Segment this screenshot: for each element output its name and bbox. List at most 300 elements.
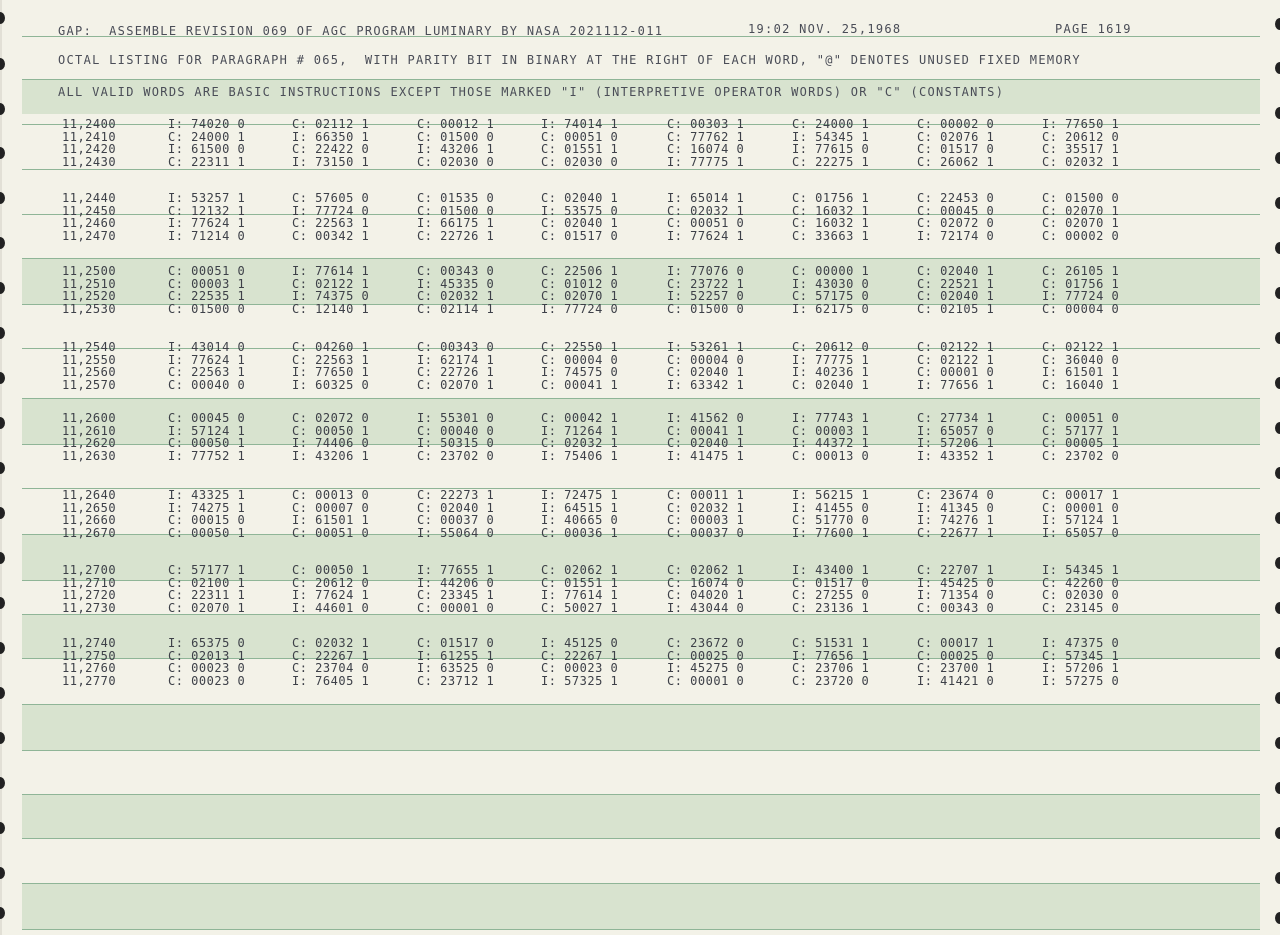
word-cell: I: 47375 0 xyxy=(1042,636,1120,650)
word-cell: I: 77614 1 xyxy=(292,264,370,278)
feed-hole xyxy=(1275,912,1280,924)
listing-row xyxy=(0,513,1240,526)
word-cell: I: 45425 0 xyxy=(917,575,995,590)
word-cell: I: 45335 0 xyxy=(417,276,495,291)
feed-hole xyxy=(0,822,5,834)
listing-row xyxy=(0,411,1240,424)
word-cell: C: 00001 0 xyxy=(917,365,995,380)
feed-hole xyxy=(1275,467,1280,479)
word-cell: C: 00004 0 xyxy=(541,352,619,367)
word-cell: I: 62174 1 xyxy=(417,352,495,367)
word-cell: C: 00023 0 xyxy=(168,661,246,676)
feed-hole xyxy=(0,12,5,24)
word-cell: C: 02040 1 xyxy=(792,377,870,392)
word-cell: C: 01756 1 xyxy=(1042,276,1120,291)
word-cell: I: 77775 1 xyxy=(792,352,870,367)
word-cell: I: 62175 0 xyxy=(792,301,870,316)
word-cell: I: 77614 1 xyxy=(541,588,619,603)
word-cell: C: 00040 0 xyxy=(168,377,246,392)
word-cell: I: 74406 0 xyxy=(292,436,370,451)
word-cell: C: 02100 1 xyxy=(168,575,246,590)
word-cell: C: 26062 1 xyxy=(917,154,995,169)
rule-line xyxy=(22,838,1260,839)
word-cell: C: 16074 0 xyxy=(667,142,745,157)
listing-row xyxy=(0,526,1240,539)
word-cell: C: 22273 1 xyxy=(417,488,495,502)
word-cell: C: 00037 0 xyxy=(417,513,495,528)
rule-line xyxy=(22,704,1260,705)
word-cell: C: 22267 1 xyxy=(292,648,370,663)
listing-row xyxy=(0,130,1240,143)
word-cell: C: 02040 1 xyxy=(541,216,619,231)
word-cell: C: 57605 0 xyxy=(292,191,370,205)
word-cell: C: 24000 1 xyxy=(792,117,870,131)
word-cell: I: 57325 1 xyxy=(541,673,619,688)
word-cell: C: 00045 0 xyxy=(168,411,246,425)
rule-line xyxy=(22,929,1260,930)
word-cell: C: 00050 1 xyxy=(168,436,246,451)
word-cell: I: 50315 0 xyxy=(417,436,495,451)
listing-row xyxy=(0,302,1240,315)
word-cell: I: 74014 1 xyxy=(541,117,619,131)
word-cell: I: 77624 1 xyxy=(168,352,246,367)
feed-hole xyxy=(1275,332,1280,344)
word-cell: I: 77600 1 xyxy=(792,525,870,540)
word-cell: C: 00013 0 xyxy=(792,448,870,463)
feed-hole xyxy=(0,907,5,919)
word-cell: C: 22422 0 xyxy=(292,142,370,157)
word-cell: C: 02040 1 xyxy=(667,436,745,451)
word-cell: C: 01500 0 xyxy=(667,301,745,316)
word-cell: C: 02040 1 xyxy=(417,500,495,515)
word-cell: C: 42260 0 xyxy=(1042,575,1120,590)
word-cell: I: 72174 0 xyxy=(917,228,995,243)
word-cell: C: 02030 0 xyxy=(541,154,619,169)
listing-row xyxy=(0,436,1240,449)
listing-row xyxy=(0,601,1240,614)
listing-row xyxy=(0,563,1240,576)
word-cell: C: 22453 0 xyxy=(917,191,995,205)
feed-hole xyxy=(1275,197,1280,209)
word-cell: C: 23672 0 xyxy=(667,636,745,650)
feed-hole xyxy=(1275,557,1280,569)
feed-hole xyxy=(1275,152,1280,164)
word-cell: C: 16040 1 xyxy=(1042,377,1120,392)
word-cell: C: 23712 1 xyxy=(417,673,495,688)
feed-hole xyxy=(1275,62,1280,74)
listing-row xyxy=(0,204,1240,217)
word-cell: C: 00003 1 xyxy=(168,276,246,291)
word-cell: C: 02032 1 xyxy=(541,436,619,451)
word-cell: C: 00012 1 xyxy=(417,117,495,131)
word-cell: I: 57124 1 xyxy=(168,423,246,438)
feed-hole xyxy=(0,327,5,339)
feed-hole xyxy=(1275,782,1280,794)
word-cell: C: 22535 1 xyxy=(168,289,246,304)
rule-line xyxy=(22,750,1260,751)
word-cell: I: 43044 0 xyxy=(667,600,745,615)
address-cell: 11,2650 xyxy=(62,500,117,515)
feed-hole xyxy=(0,732,5,744)
green-band xyxy=(22,883,1260,929)
listing-row xyxy=(0,649,1240,662)
word-cell: C: 00005 1 xyxy=(1042,436,1120,451)
address-cell: 11,2640 xyxy=(62,488,117,502)
word-cell: C: 22267 1 xyxy=(541,648,619,663)
word-cell: I: 71354 0 xyxy=(917,588,995,603)
feed-hole xyxy=(1275,512,1280,524)
word-cell: C: 57177 1 xyxy=(168,563,246,577)
word-cell: C: 01551 1 xyxy=(541,142,619,157)
word-cell: I: 63525 0 xyxy=(417,661,495,676)
listing-row xyxy=(0,191,1240,204)
feed-hole xyxy=(1275,827,1280,839)
word-cell: C: 02040 1 xyxy=(917,289,995,304)
word-cell: I: 60325 0 xyxy=(292,377,370,392)
word-cell: I: 77076 0 xyxy=(667,264,745,278)
word-cell: C: 57175 0 xyxy=(792,289,870,304)
word-cell: C: 00011 1 xyxy=(667,488,745,502)
word-cell: I: 53257 1 xyxy=(168,191,246,205)
word-cell: C: 33663 1 xyxy=(792,228,870,243)
rule-line xyxy=(22,794,1260,795)
listing-row xyxy=(0,142,1240,155)
word-cell: C: 02070 1 xyxy=(1042,203,1120,218)
word-cell: C: 00051 0 xyxy=(1042,411,1120,425)
word-cell: C: 51531 1 xyxy=(792,636,870,650)
word-cell: C: 02062 1 xyxy=(541,563,619,577)
word-cell: I: 77724 0 xyxy=(541,301,619,316)
feed-hole xyxy=(1275,18,1280,30)
header-title: GAP: ASSEMBLE REVISION 069 OF AGC PROGRAM LUMINARY BY NASA 2021112-011 xyxy=(58,24,664,38)
word-cell: C: 00001 0 xyxy=(417,600,495,615)
word-cell: C: 23345 1 xyxy=(417,588,495,603)
word-cell: C: 12132 1 xyxy=(168,203,246,218)
word-cell: C: 77762 1 xyxy=(667,129,745,144)
word-cell: I: 74375 0 xyxy=(292,289,370,304)
address-cell: 11,2410 xyxy=(62,129,117,144)
word-cell: C: 00343 0 xyxy=(417,340,495,354)
word-cell: C: 02030 0 xyxy=(1042,588,1120,603)
word-cell: I: 53575 0 xyxy=(541,203,619,218)
feed-hole xyxy=(1275,287,1280,299)
word-cell: I: 54345 1 xyxy=(1042,563,1120,577)
word-cell: C: 01551 1 xyxy=(541,575,619,590)
address-cell: 11,2660 xyxy=(62,513,117,528)
word-cell: C: 00037 0 xyxy=(667,525,745,540)
word-cell: C: 57345 1 xyxy=(1042,648,1120,663)
word-cell: C: 23702 0 xyxy=(1042,448,1120,463)
word-cell: I: 55064 0 xyxy=(417,525,495,540)
listing-row xyxy=(0,661,1240,674)
feed-hole xyxy=(1275,422,1280,434)
address-cell: 11,2700 xyxy=(62,563,117,577)
word-cell: I: 64515 1 xyxy=(541,500,619,515)
address-cell: 11,2400 xyxy=(62,117,117,131)
word-cell: I: 55301 0 xyxy=(417,411,495,425)
word-cell: I: 56215 1 xyxy=(792,488,870,502)
listing-row xyxy=(0,501,1240,514)
word-cell: I: 76405 1 xyxy=(292,673,370,688)
word-cell: C: 00004 0 xyxy=(1042,301,1120,316)
word-cell: C: 00023 0 xyxy=(541,661,619,676)
word-cell: C: 23722 1 xyxy=(667,276,745,291)
listing-row xyxy=(0,277,1240,290)
green-band xyxy=(22,704,1260,750)
word-cell: C: 00051 0 xyxy=(292,525,370,540)
feed-hole xyxy=(1275,377,1280,389)
word-cell: C: 23145 0 xyxy=(1042,600,1120,615)
word-cell: C: 02070 1 xyxy=(1042,216,1120,231)
listing-row xyxy=(0,576,1240,589)
word-cell: C: 23674 0 xyxy=(917,488,995,502)
address-cell: 11,2750 xyxy=(62,648,117,663)
word-cell: C: 00303 1 xyxy=(667,117,745,131)
word-cell: C: 02105 1 xyxy=(917,301,995,316)
word-cell: C: 51770 0 xyxy=(792,513,870,528)
word-cell: I: 43014 0 xyxy=(168,340,246,354)
listing-row xyxy=(0,488,1240,501)
word-cell: C: 02072 0 xyxy=(292,411,370,425)
word-cell: C: 22677 1 xyxy=(917,525,995,540)
rule-line xyxy=(22,883,1260,884)
address-cell: 11,2430 xyxy=(62,154,117,169)
word-cell: I: 77656 1 xyxy=(792,648,870,663)
address-cell: 11,2730 xyxy=(62,600,117,615)
word-cell: C: 16032 1 xyxy=(792,216,870,231)
word-cell: C: 02070 1 xyxy=(168,600,246,615)
listing-row xyxy=(0,340,1240,353)
word-cell: I: 57275 0 xyxy=(1042,673,1120,688)
listing-row xyxy=(0,636,1240,649)
listing-row xyxy=(0,117,1240,130)
word-cell: C: 01500 0 xyxy=(417,129,495,144)
word-cell: I: 63342 1 xyxy=(667,377,745,392)
word-cell: I: 44372 1 xyxy=(792,436,870,451)
word-cell: C: 04020 1 xyxy=(667,588,745,603)
address-cell: 11,2460 xyxy=(62,216,117,231)
word-cell: C: 00051 0 xyxy=(168,264,246,278)
listing-row xyxy=(0,353,1240,366)
word-cell: C: 26105 1 xyxy=(1042,264,1120,278)
word-cell: C: 02040 1 xyxy=(667,365,745,380)
word-cell: I: 77656 1 xyxy=(917,377,995,392)
feed-hole xyxy=(1275,872,1280,884)
rule-line xyxy=(22,258,1260,259)
word-cell: C: 20612 0 xyxy=(1042,129,1120,144)
address-cell: 11,2440 xyxy=(62,191,117,205)
rule-line xyxy=(22,169,1260,170)
word-cell: I: 43325 1 xyxy=(168,488,246,502)
word-cell: I: 61501 1 xyxy=(1042,365,1120,380)
listing-row xyxy=(0,365,1240,378)
word-cell: I: 41455 0 xyxy=(792,500,870,515)
listing-row xyxy=(0,289,1240,302)
word-cell: C: 01517 0 xyxy=(917,142,995,157)
feed-hole xyxy=(0,687,5,699)
word-cell: I: 72475 1 xyxy=(541,488,619,502)
address-cell: 11,2720 xyxy=(62,588,117,603)
address-cell: 11,2710 xyxy=(62,575,117,590)
word-cell: C: 23702 0 xyxy=(417,448,495,463)
word-cell: I: 43206 1 xyxy=(292,448,370,463)
feed-hole xyxy=(0,58,5,70)
address-cell: 11,2670 xyxy=(62,525,117,540)
word-cell: C: 00050 1 xyxy=(292,423,370,438)
feed-hole xyxy=(1275,647,1280,659)
word-cell: I: 53261 1 xyxy=(667,340,745,354)
word-cell: I: 77650 1 xyxy=(1042,117,1120,131)
word-cell: I: 61255 1 xyxy=(417,648,495,663)
word-cell: C: 35517 1 xyxy=(1042,142,1120,157)
word-cell: C: 01517 0 xyxy=(417,636,495,650)
address-cell: 11,2620 xyxy=(62,436,117,451)
word-cell: C: 23706 1 xyxy=(792,661,870,676)
word-cell: C: 02062 1 xyxy=(667,563,745,577)
word-cell: I: 74275 1 xyxy=(168,500,246,515)
address-cell: 11,2510 xyxy=(62,276,117,291)
word-cell: I: 74020 0 xyxy=(168,117,246,131)
word-cell: I: 43352 1 xyxy=(917,448,995,463)
word-cell: C: 00342 1 xyxy=(292,228,370,243)
address-cell: 11,2540 xyxy=(62,340,117,354)
word-cell: I: 71214 0 xyxy=(168,228,246,243)
word-cell: I: 77752 1 xyxy=(168,448,246,463)
word-cell: C: 22726 1 xyxy=(417,228,495,243)
word-cell: I: 65375 0 xyxy=(168,636,246,650)
feed-hole xyxy=(0,867,5,879)
address-cell: 11,2500 xyxy=(62,264,117,278)
word-cell: C: 00017 1 xyxy=(917,636,995,650)
feed-hole xyxy=(1275,107,1280,119)
word-cell: C: 00042 1 xyxy=(541,411,619,425)
word-cell: C: 00015 0 xyxy=(168,513,246,528)
word-cell: C: 02070 1 xyxy=(417,377,495,392)
word-cell: I: 41421 0 xyxy=(917,673,995,688)
address-cell: 11,2760 xyxy=(62,661,117,676)
listing-row xyxy=(0,378,1240,391)
word-cell: C: 00025 0 xyxy=(667,648,745,663)
word-cell: C: 00002 0 xyxy=(1042,228,1120,243)
word-cell: C: 00050 1 xyxy=(168,525,246,540)
word-cell: I: 43206 1 xyxy=(417,142,495,157)
word-cell: I: 77724 0 xyxy=(1042,289,1120,304)
word-cell: C: 02122 1 xyxy=(917,340,995,354)
word-cell: C: 23136 1 xyxy=(792,600,870,615)
word-cell: C: 02076 1 xyxy=(917,129,995,144)
feed-hole xyxy=(1275,692,1280,704)
word-cell: C: 22550 1 xyxy=(541,340,619,354)
word-cell: C: 02032 1 xyxy=(292,636,370,650)
feed-hole xyxy=(1275,602,1280,614)
word-cell: C: 00041 1 xyxy=(667,423,745,438)
listing-row xyxy=(0,588,1240,601)
word-cell: C: 02030 0 xyxy=(417,154,495,169)
word-cell: I: 71264 1 xyxy=(541,423,619,438)
word-cell: C: 00000 1 xyxy=(792,264,870,278)
word-cell: C: 01012 0 xyxy=(541,276,619,291)
word-cell: I: 77615 0 xyxy=(792,142,870,157)
word-cell: C: 20612 0 xyxy=(292,575,370,590)
word-cell: C: 00045 0 xyxy=(917,203,995,218)
word-cell: C: 00017 1 xyxy=(1042,488,1120,502)
listing-row xyxy=(0,674,1240,687)
word-cell: C: 27734 1 xyxy=(917,411,995,425)
green-band xyxy=(22,794,1260,838)
word-cell: I: 40236 1 xyxy=(792,365,870,380)
word-cell: C: 16032 1 xyxy=(792,203,870,218)
word-cell: C: 22275 1 xyxy=(792,154,870,169)
address-cell: 11,2770 xyxy=(62,673,117,688)
header-timestamp: 19:02 NOV. 25,1968 xyxy=(748,22,902,36)
address-cell: 11,2470 xyxy=(62,228,117,243)
word-cell: I: 45125 0 xyxy=(541,636,619,650)
word-cell: C: 22563 1 xyxy=(292,352,370,367)
word-cell: C: 00003 1 xyxy=(667,513,745,528)
word-cell: I: 74575 0 xyxy=(541,365,619,380)
listing-row xyxy=(0,449,1240,462)
word-cell: C: 00023 0 xyxy=(168,673,246,688)
word-cell: C: 01535 0 xyxy=(417,191,495,205)
word-cell: I: 41562 0 xyxy=(667,411,745,425)
word-cell: C: 02032 1 xyxy=(1042,154,1120,169)
feed-hole xyxy=(1275,242,1280,254)
word-cell: I: 75406 1 xyxy=(541,448,619,463)
word-cell: I: 57206 1 xyxy=(917,436,995,451)
word-cell: C: 22506 1 xyxy=(541,264,619,278)
word-cell: C: 22563 1 xyxy=(168,365,246,380)
word-cell: C: 02032 1 xyxy=(667,500,745,515)
word-cell: C: 22311 1 xyxy=(168,588,246,603)
word-cell: C: 01500 0 xyxy=(1042,191,1120,205)
word-cell: C: 00036 1 xyxy=(541,525,619,540)
word-cell: C: 00343 0 xyxy=(417,264,495,278)
word-cell: I: 65057 0 xyxy=(917,423,995,438)
word-cell: I: 65057 0 xyxy=(1042,525,1120,540)
word-cell: I: 77650 1 xyxy=(292,365,370,380)
word-cell: C: 50027 1 xyxy=(541,600,619,615)
address-cell: 11,2550 xyxy=(62,352,117,367)
address-cell: 11,2450 xyxy=(62,203,117,218)
word-cell: I: 44206 0 xyxy=(417,575,495,590)
word-cell: I: 54345 1 xyxy=(792,129,870,144)
word-cell: C: 00040 0 xyxy=(417,423,495,438)
word-cell: C: 00041 1 xyxy=(541,377,619,392)
feed-hole xyxy=(0,462,5,474)
address-cell: 11,2610 xyxy=(62,423,117,438)
word-cell: I: 52257 0 xyxy=(667,289,745,304)
word-cell: C: 22311 1 xyxy=(168,154,246,169)
word-cell: C: 01517 0 xyxy=(792,575,870,590)
word-cell: I: 74276 1 xyxy=(917,513,995,528)
word-cell: I: 65014 1 xyxy=(667,191,745,205)
word-cell: I: 41475 1 xyxy=(667,448,745,463)
address-cell: 11,2420 xyxy=(62,142,117,157)
word-cell: C: 22563 1 xyxy=(292,216,370,231)
word-cell: I: 73150 1 xyxy=(292,154,370,169)
word-cell: C: 01517 0 xyxy=(541,228,619,243)
word-cell: C: 00343 0 xyxy=(917,600,995,615)
word-cell: C: 23720 0 xyxy=(792,673,870,688)
word-cell: C: 02040 1 xyxy=(541,191,619,205)
word-cell: C: 27255 0 xyxy=(792,588,870,603)
word-cell: C: 24000 1 xyxy=(168,129,246,144)
address-cell: 11,2520 xyxy=(62,289,117,304)
word-cell: I: 61500 0 xyxy=(168,142,246,157)
address-cell: 11,2560 xyxy=(62,365,117,380)
word-cell: C: 02114 1 xyxy=(417,301,495,316)
word-cell: C: 02072 0 xyxy=(917,216,995,231)
